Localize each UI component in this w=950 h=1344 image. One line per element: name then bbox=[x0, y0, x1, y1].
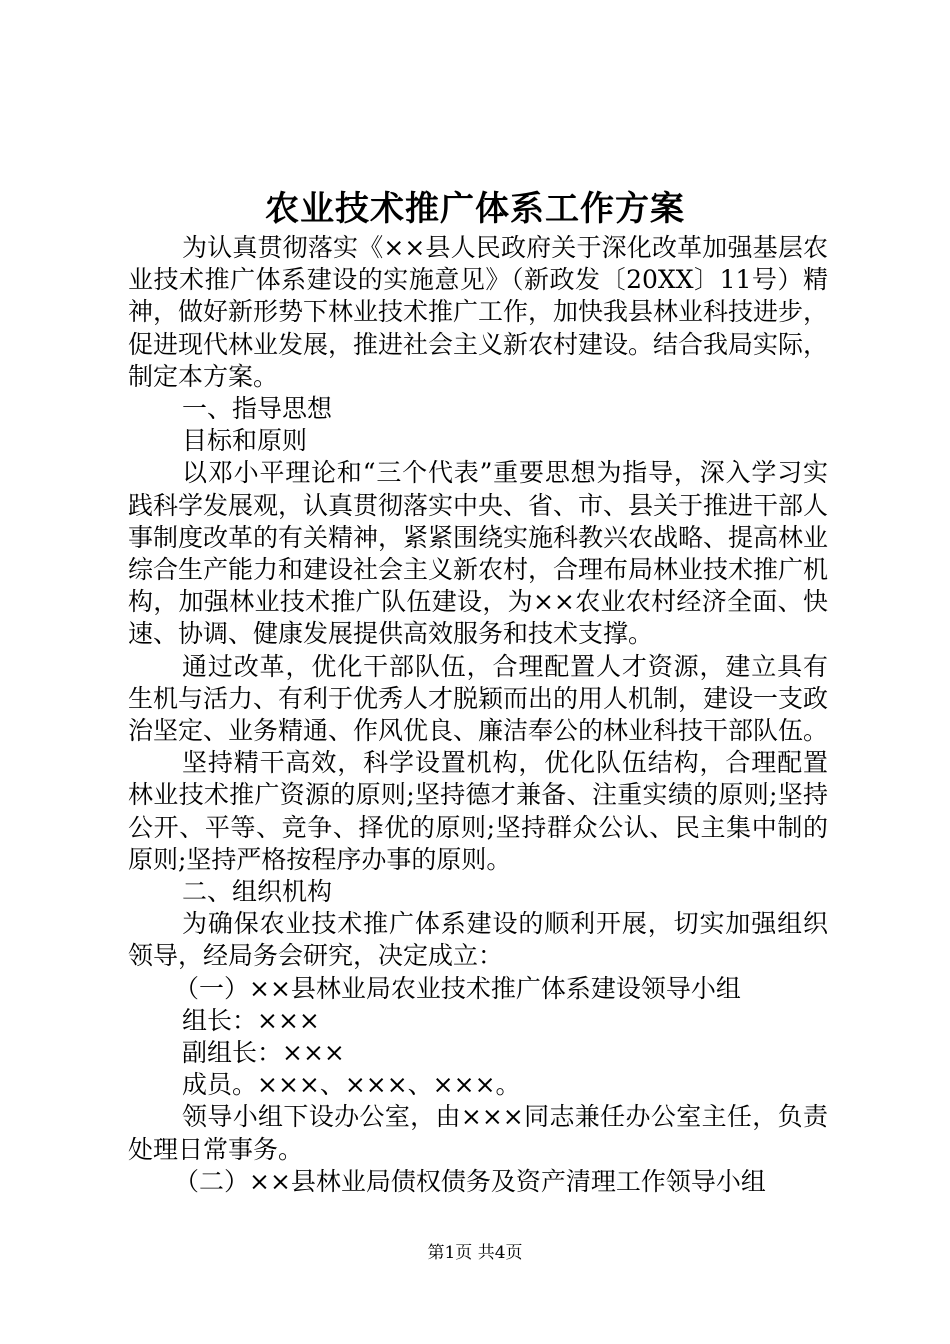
section-heading-guiding-ideology: 一、指导思想 bbox=[182, 394, 333, 424]
deputy-leader-line: 副组长：××× bbox=[182, 1038, 345, 1068]
group-leader-line: 组长：××× bbox=[182, 1005, 320, 1035]
document-body bbox=[128, 232, 828, 1198]
principles-paragraph: 坚持精干高效，科学设置机构，优化队伍结构，合理配置林业技术推广资源的原则;坚持德才兼备、注重实绩的原则;坚持公开、平等、竞争、择优的原则;坚持群众公认、民主集中制的原则;坚持严格按程序办事的原则。 bbox=[128, 748, 828, 874]
goal-paragraph: 通过改革，优化干部队伍，合理配置人才资源，建立具有生机与活力、有利于优秀人才脱颖而出的用人机制，建设一支政治坚定、业务精通、作风优良、廉洁奉公的林业科技干部队伍。 bbox=[128, 651, 829, 746]
members-line: 成员。×××、×××、×××。 bbox=[182, 1070, 521, 1100]
section-heading-organization: 二、组织机构 bbox=[182, 877, 333, 907]
subsection-heading-1: （一）××县林业局农业技术推广体系建设领导小组 bbox=[174, 973, 741, 1003]
guiding-paragraph: 以邓小平理论和“三个代表”重要思想为指导，深入学习实践科学发展观，认真贯彻落实中央、省、市、县关于推进干部人事制度改革的有关精神，紧紧围绕实施科教兴农战略、提高林业综合生产能力和建设社会主义新农村，合理布局林业技术推广机构，加强林业技术推广队伍建设，为××农业农村经济全面、快速、协调、健康发展提供高效服务和技术支撑。 bbox=[128, 458, 829, 649]
intro-paragraph: 为认真贯彻落实《××县人民政府关于深化改革加强基层农业技术推广体系建设的实施意见》（新政发〔20XX〕11号）精神，做好新形势下林业技术推广工作，加快我县林业科技进步，促进现代林业发展，推进社会主义新农村建设。结合我局实际，制定本方案。 bbox=[128, 233, 829, 391]
subheading-goals-principles: 目标和原则 bbox=[182, 426, 308, 456]
office-paragraph: 领导小组下设办公室，由×××同志兼任办公室主任，负责处理日常事务。 bbox=[128, 1102, 828, 1164]
document-title: 农业技术推广体系工作方案 bbox=[265, 189, 685, 229]
subsection-heading-2: （二）××县林业局债权债务及资产清理工作领导小组 bbox=[174, 1166, 766, 1196]
page-number-footer: 第1页 共4页 bbox=[427, 1243, 523, 1263]
organization-paragraph: 为确保农业技术推广体系建设的顺利开展，切实加强组织领导，经局务会研究，决定成立： bbox=[128, 909, 828, 971]
